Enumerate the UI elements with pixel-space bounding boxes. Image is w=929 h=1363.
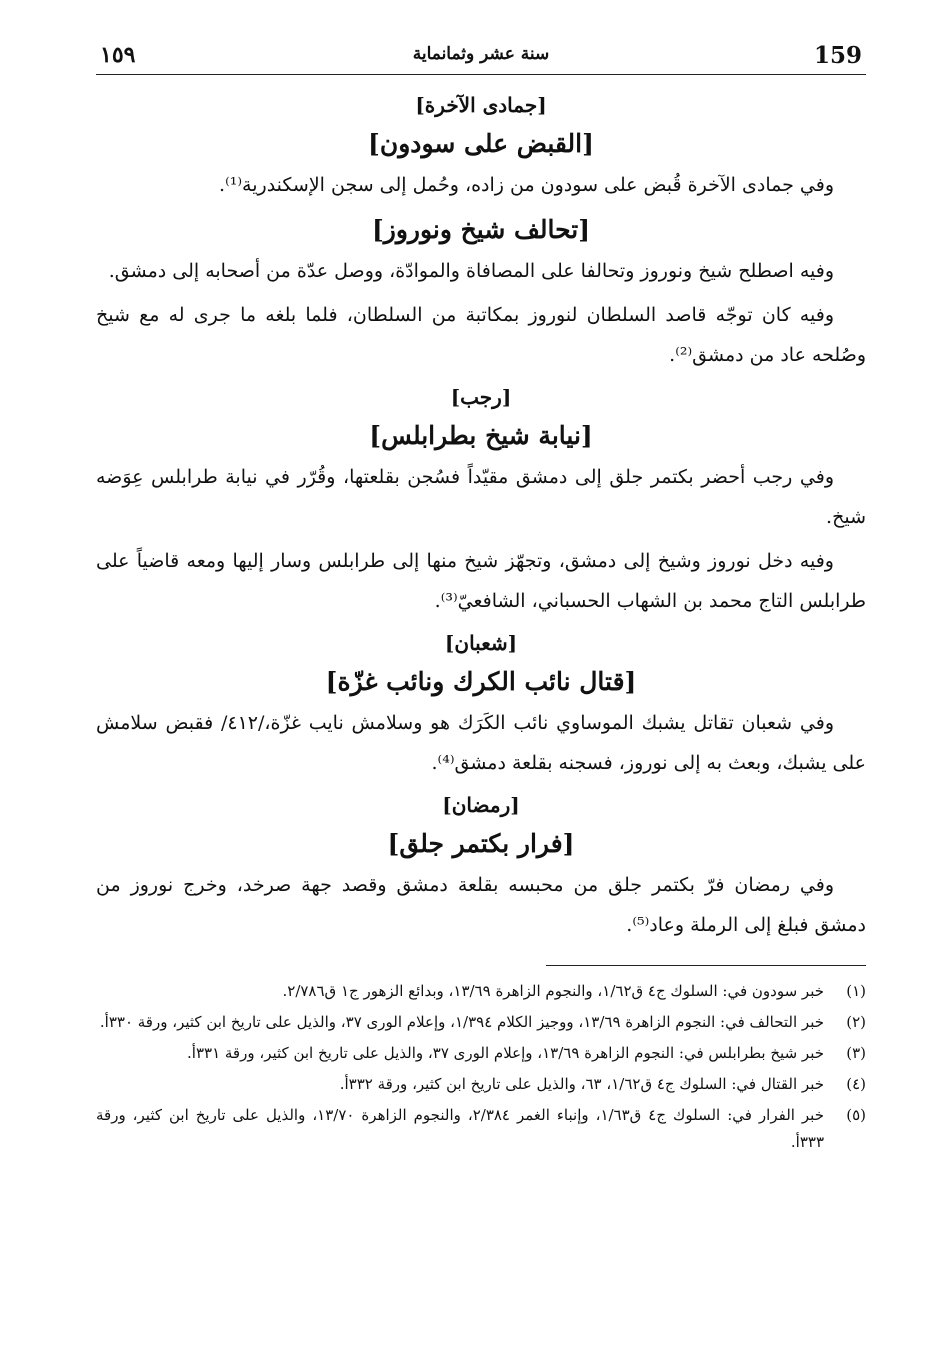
footnote-separator — [546, 965, 866, 966]
running-header — [96, 34, 866, 75]
paragraph: وفيه دخل نوروز وشيخ إلى دمشق، وتجهّز شيخ منها إلى طرابلس وسار إليها ومعه قاضياً على طرابلس التاج محمد بن الشهاب الحسباني، الشافعيّ⁽³⁾. — [96, 550, 866, 612]
section-ramadan — [96, 787, 866, 945]
footnote-text: خبر التحالف في: النجوم الزاهرة ١٣/٦٩، ووجيز الكلام ١/٣٩٤، وإعلام الورى ٣٧، والذيل على تاريخ ابن كثير، ورقة ٣٣٠أ. — [99, 1013, 824, 1031]
footnote — [96, 1102, 866, 1156]
footnotes — [96, 965, 866, 1156]
section-shaaban — [96, 625, 866, 783]
footnote-mark: (٣) — [846, 1044, 866, 1062]
section-title: [فرار بكتمر جلق] — [387, 829, 575, 858]
page-number-latin: 159 — [813, 42, 862, 69]
book-page — [96, 34, 866, 1160]
paragraph: وفيه كان توجّه قاصد السلطان لنوروز بمكاتبة من السلطان، فلما بلغه ما جرى له مع شيخ وصُلحه عاد من دمشق⁽²⁾. — [96, 304, 866, 366]
section-rajab — [96, 379, 866, 621]
footnote-text: خبر سودون في: السلوك ج٤ ق١/٦٢، والنجوم الزاهرة ١٣/٦٩، وبدائع الزهور ج١ ق٢/٧٨٦. — [282, 982, 824, 1000]
section-title: [قتال نائب الكرك ونائب غزّة] — [325, 667, 637, 696]
section-title: [القبض على سودون] — [368, 129, 594, 158]
footnote-mark: (٤) — [846, 1075, 866, 1093]
footnote — [96, 978, 866, 1005]
running-title: سنة عشر وثمانماية — [412, 44, 550, 64]
footnote — [96, 1009, 866, 1036]
section-alliance — [96, 209, 866, 375]
main-text — [96, 87, 866, 945]
paragraph: وفي شعبان تقاتل يشبك الموساوي نائب الكَرَك هو وسلامش نايب غزّة،/٤١٢/ فقبض سلامش على يشبك، وبعث به إلى نوروز، فسجنه بقلعة دمشق⁽⁴⁾. — [96, 712, 866, 774]
footnote-text: خبر القتال في: السلوك ج٤ ق١/٦٢، ٦٣، والذيل على تاريخ ابن كثير، ورقة ٣٣٢أ. — [339, 1075, 824, 1093]
section-jumada-al-akhira — [96, 87, 866, 205]
footnote-mark: (٢) — [846, 1013, 866, 1031]
section-month-heading: [شعبان] — [444, 631, 518, 655]
section-month-heading: [رجب] — [450, 385, 512, 409]
paragraph: وفي رمضان فرّ بكتمر جلق من محبسه بقلعة دمشق وقصد جهة صرخد، وخرج نوروز من دمشق فبلغ إلى الرملة وعاد⁽⁵⁾. — [96, 874, 866, 936]
footnote-text: خبر شيخ بطرابلس في: النجوم الزاهرة ١٣/٦٩، وإعلام الورى ٣٧، والذيل على تاريخ ابن كثير، ورقة ٣٣١أ. — [187, 1044, 824, 1062]
page-number-arabic: ١٥٩ — [100, 42, 136, 68]
section-title: [تحالف شيخ ونوروز] — [371, 215, 591, 244]
footnote — [96, 1040, 866, 1067]
paragraph: وفيه اصطلح شيخ ونوروز وتحالفا على المصافاة والموادّة، ووصل عدّة من أصحابه إلى دمشق. — [108, 260, 834, 282]
footnote-text: خبر الفرار في: السلوك ج٤ ق١/٦٣، وإنباء الغمر ٢/٣٨٤، والنجوم الزاهرة ١٣/٧٠، والذيل على تاريخ ابن كثير، ورقة ٣٣٣أ. — [96, 1106, 824, 1151]
section-title: [نيابة شيخ بطرابلس] — [369, 421, 593, 450]
paragraph: وفي رجب أحضر بكتمر جلق إلى دمشق مقيّداً فسُجن بقلعتها، وقُرّر في نيابة طرابلس عِوَضه شيخ. — [96, 466, 866, 528]
footnote — [96, 1071, 866, 1098]
footnote-mark: (٥) — [846, 1106, 866, 1124]
section-month-heading: [جمادى الآخرة] — [415, 93, 547, 117]
footnote-mark: (١) — [846, 982, 866, 1000]
section-month-heading: [رمضان] — [442, 793, 520, 817]
paragraph: وفي جمادى الآخرة قُبض على سودون من زاده، وحُمل إلى سجن الإسكندرية⁽¹⁾. — [219, 174, 834, 196]
